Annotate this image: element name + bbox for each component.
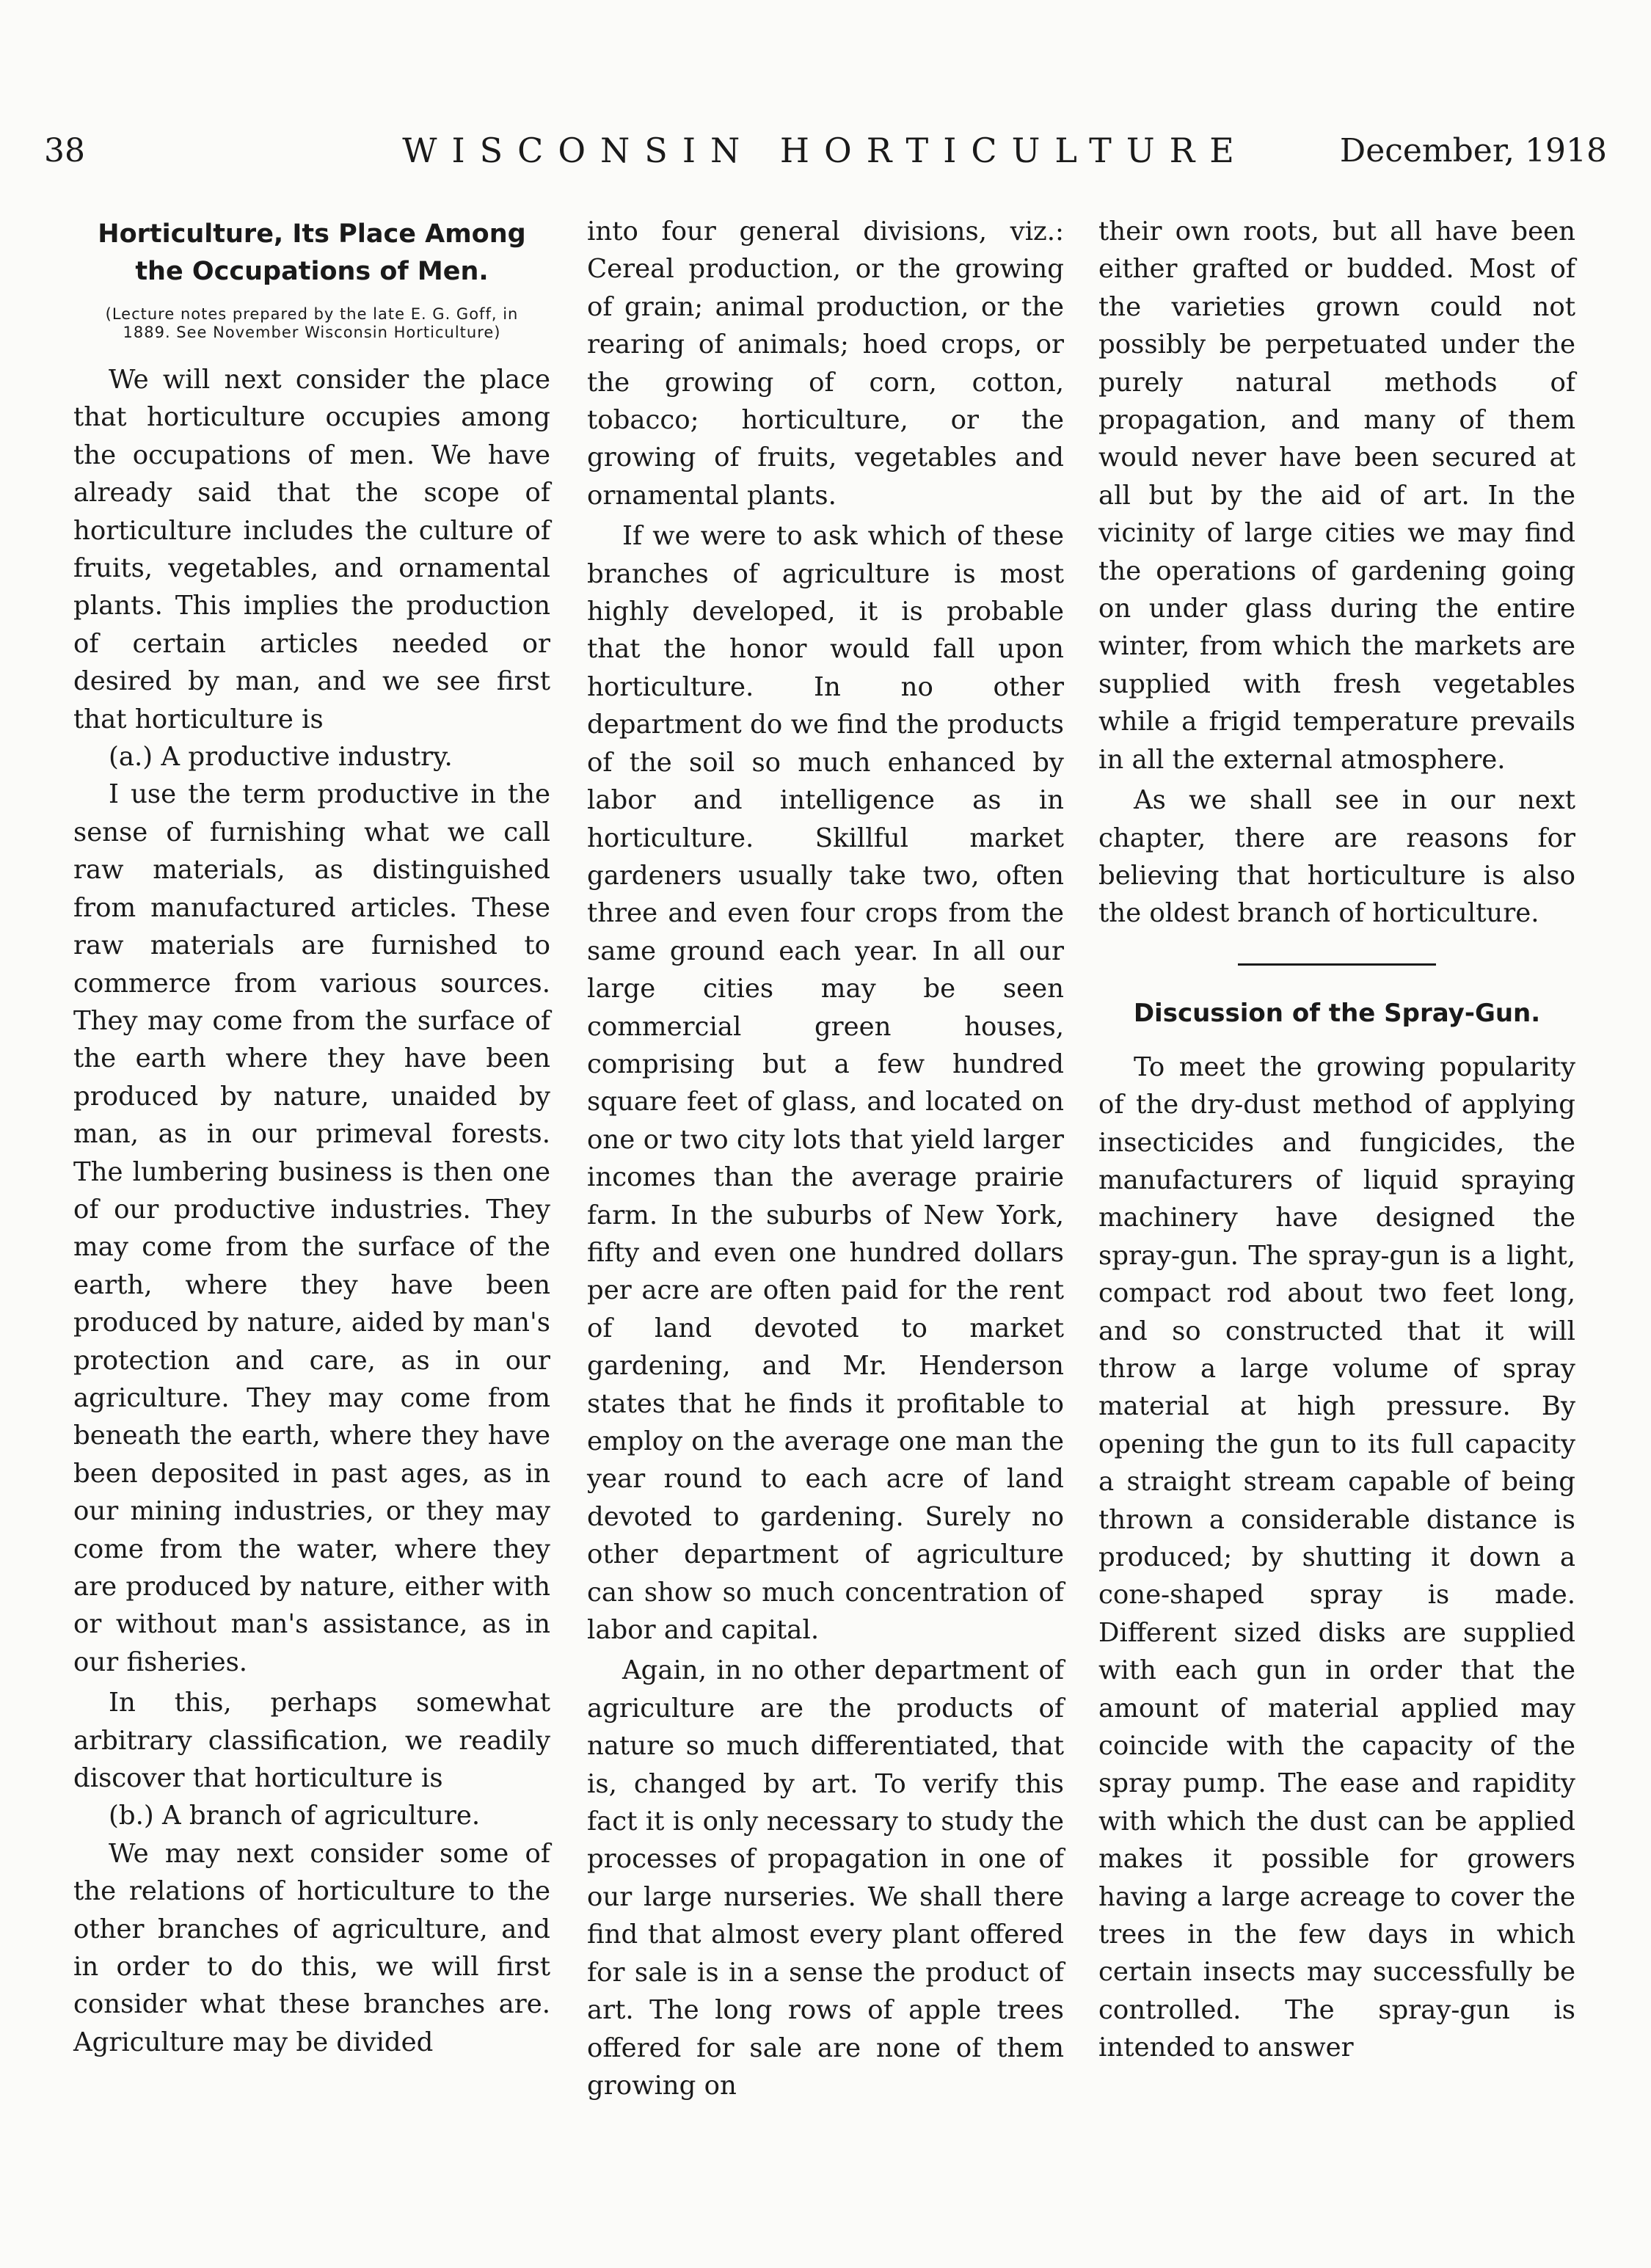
paragraph: To meet the growing popularity of the dry-dust method of applying insecticides and fungicides, the manufacturers of liquid spraying machinery have designed the spray-gun. The spray-gun is a light, compact rod about two feet long, and so constructed that it will throw a large volume of spray material at high pressure. By opening the gun to its full capacity a straight stream capable of being thrown a considerable distance is produced; by shutting it down a cone-shaped spray is made. Different sized disks are supplied with each gun in order that the amount of material applied may coincide with the capacity of the spray pump. The ease and rapidity with which the dust can be applied makes it possible for growers having a large acreage to cover the trees in the few days in which certain insects may successfully be controlled. The spray-gun is intended to answer — [1098, 1051, 1575, 2063]
paragraph: We may next consider some of the relations of horticulture to the other branches of agriculture, and in order to do this, we will first consider what these branches are. Agriculture may be divided — [73, 1838, 550, 2057]
column-2 — [587, 213, 1064, 2104]
paragraph: If we were to ask which of these branches of agriculture is most highly developed, it is probable that the honor would fall upon horticulture. In no other department do we find the products of the soil so much enhanced by labor and intelligence as in horticulture. Skillful market gardeners usually take two, often three and even four crops from the same ground each year. In all our large cities may be seen commercial green houses, comprising but a few hundred square feet of glass, and located on one or two city lots that yield larger incomes than the average prairie farm. In the suburbs of New York, fifty and even one hundred dollars per acre are often paid for the rent of land devoted to market gardening, and Mr. Henderson states that he finds it profitable to employ on the average one man the year round to each acre of land devoted to gardening. Surely no other department of agriculture can show so much concentration of labor and capital. — [587, 521, 1064, 1646]
paragraph: We will next consider the place that horticulture occupies among the occupations of men. We have already said that the scope of horticulture includes the culture of fruits, vegetables, and ornamental plants. This implies the production of certain articles needed or desired by man, and we see first that horticulture is — [73, 365, 550, 734]
page-number: 38 — [44, 132, 85, 169]
paragraph: Again, in no other department of agriculture are the products of nature so much differentiated, that is, changed by art. To verify this fact it is only necessary to study the processes of propagation in one of our large nurseries. We shall there find that almost every plant offered for sale is in a sense the product of art. The long rows of apple trees offered for sale are none of them growing on — [587, 1655, 1064, 2101]
list-item-label: (a.) A productive industry. — [109, 742, 453, 773]
article-title: Horticulture, Its Place Among the Occupations of Men. — [98, 219, 526, 286]
article-title: Discussion of the Spray-Gun. — [1133, 998, 1541, 1028]
paragraph: In this, perhaps somewhat arbitrary classification, we readily discover that horticulture is — [73, 1688, 550, 1794]
issue-date: December, 1918 — [1339, 132, 1607, 169]
page-header — [44, 132, 1607, 191]
paragraph-continued: their own roots, but all have been either grafted or budded. Most of the varieties grown could not possibly be perpetuated under the purely natural methods of propagation, and many of them would never have been secured at all but by the aid of art. In the vicinity of large cities we may find the operations of gardening going on under glass during the entire winter, from which the markets are supplied with fresh vegetables while a frigid temperature prevails in all the external atmosphere. — [1098, 216, 1575, 775]
paragraph: As we shall see in our next chapter, there are reasons for believing that horticulture is also the oldest branch of horticulture. — [1098, 785, 1575, 929]
section-divider — [1238, 963, 1436, 966]
column-3 — [1098, 213, 1575, 2067]
paragraph: I use the term productive in the sense of furnishing what we call raw materials, as distinguished from manufactured articles. These raw materials are furnished to commerce from various sources. They may come from the surface of the earth where they have been produced by nature, unaided by man, as in our primeval forests. The lumbering business is then one of our productive industries. They may come from the surface of the earth, where they have been produced by nature, aided by man's protection and care, as in our agriculture. They may come from beneath the earth, where they have been deposited in past ages, as in our mining industries, or they may come from the water, where they are produced by nature, either with or without man's assistance, as in our fisheries. — [73, 779, 550, 1677]
list-item-label: (b.) A branch of agriculture. — [109, 1801, 481, 1831]
article-byline: (Lecture notes prepared by the late E. G. Goff, in 1889. See November Wisconsin Horticulture) — [105, 305, 519, 341]
paragraph-continued: into four general divisions, viz.: Cereal production, or the growing of grain; animal production, or the rearing of animals; hoed crops, or the growing of corn, cotton, tobacco; horticulture, or the growing of fruits, vegetables and ornamental plants. — [587, 216, 1064, 511]
journal-title: WISCONSIN HORTICULTURE — [402, 131, 1249, 170]
column-1 — [73, 213, 550, 2061]
